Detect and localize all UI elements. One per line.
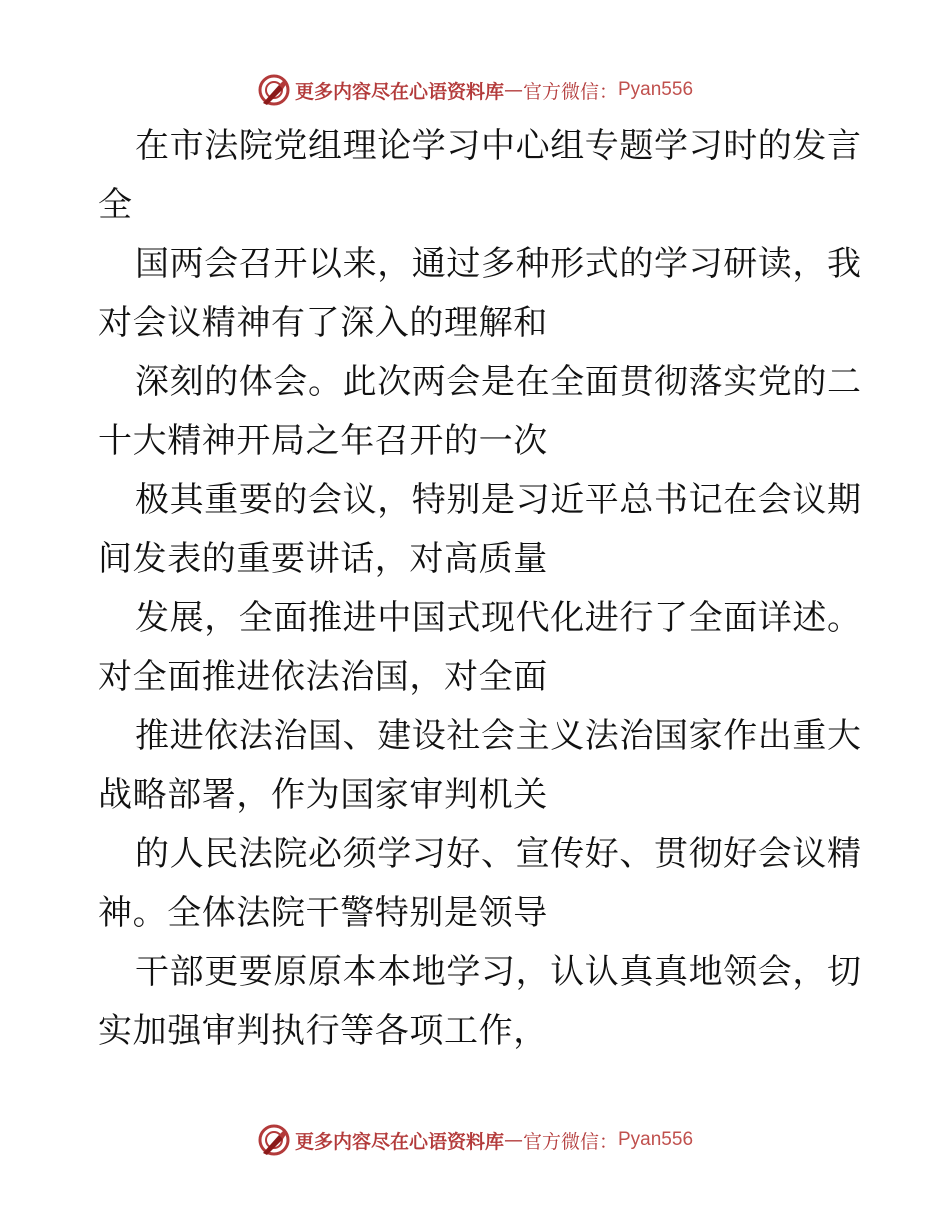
paragraph-line: 国两会召开以来，通过多种形式的学习研读，我 (135, 244, 862, 284)
paragraph-line: 极其重要的会议，特别是习近平总书记在会议期 (135, 480, 862, 520)
watermark-site-text: 更多内容尽在心语资料库 (294, 1130, 504, 1153)
paragraph-line: 对全面推进依法治国，对全面 (98, 657, 548, 697)
document-body (98, 117, 862, 1061)
watermark-wechat-id: Pyan556 (618, 1129, 694, 1150)
paragraph-line: 推进依法治国、建设社会主义法治国家作出重大 (135, 716, 862, 756)
paragraph-line: 神。全体法院干警特别是领导 (98, 893, 548, 933)
watermark-wechat-id: Pyan556 (618, 79, 694, 100)
pen-logo-icon (257, 1123, 291, 1157)
paragraph-line: 干部更要原原本本地学习，认认真真地领会，切 (135, 952, 862, 992)
watermark-separator: — (503, 79, 523, 101)
watermark-site-text: 更多内容尽在心语资料库 (294, 80, 504, 103)
paragraph-line: 发展，全面推进中国式现代化进行了全面详述。 (135, 598, 862, 638)
paragraph-line: 间发表的重要讲话，对高质量 (98, 539, 548, 579)
watermark-separator: — (503, 1129, 523, 1151)
footer-watermark (0, 1122, 950, 1158)
watermark-wechat-label: 官方微信： (522, 80, 618, 103)
paragraph-line: 实加强审判执行等各项工作， (98, 1011, 548, 1051)
paragraph-line: 战略部署，作为国家审判机关 (98, 775, 548, 815)
paragraph-line: 全 (98, 185, 133, 225)
watermark-wechat-label: 官方微信： (522, 1130, 618, 1153)
pen-logo-icon (257, 73, 291, 107)
paragraph-line: 深刻的体会。此次两会是在全面贯彻落实党的二 (135, 362, 862, 402)
paragraph-line: 在市法院党组理论学习中心组专题学习时的发言 (135, 126, 862, 166)
paragraph-line: 十大精神开局之年召开的一次 (98, 421, 548, 461)
header-watermark (0, 72, 950, 108)
paragraph-line: 对会议精神有了深入的理解和 (98, 303, 548, 343)
paragraph-line: 的人民法院必须学习好、宣传好、贯彻好会议精 (135, 834, 862, 874)
